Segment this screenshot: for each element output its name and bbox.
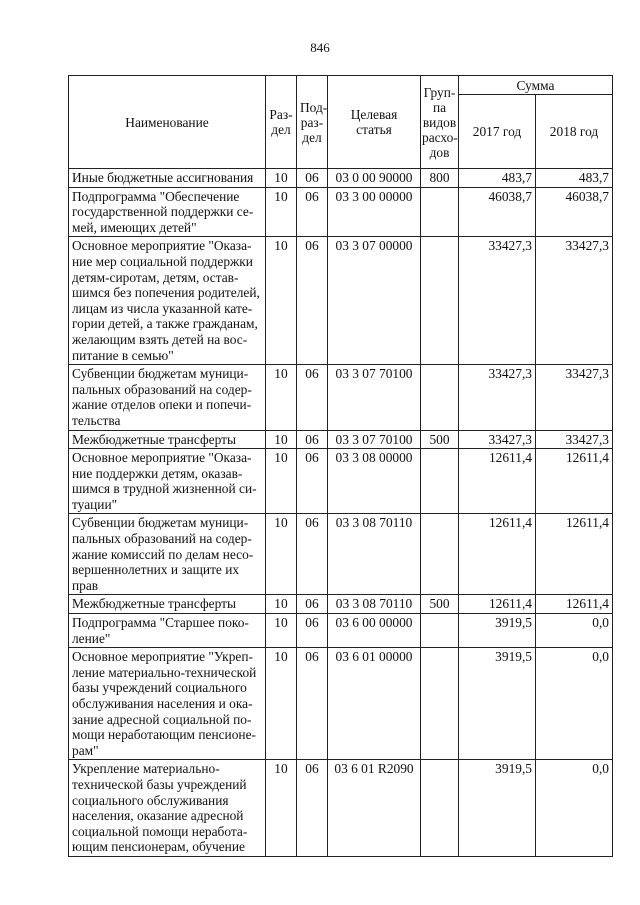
row-expense-group [421, 760, 459, 857]
row-subsection: 06 [297, 514, 328, 595]
table-body [69, 169, 613, 857]
row-target: 03 3 08 70110 [328, 595, 421, 614]
header-section: Раз- дел [266, 76, 297, 169]
table-row [69, 430, 613, 449]
row-target: 03 3 07 70100 [328, 430, 421, 449]
row-target: 03 6 00 00000 [328, 614, 421, 648]
row-value-2018: 12611,4 [536, 514, 613, 595]
table-row [69, 514, 613, 595]
row-value-2017: 3919,5 [459, 648, 536, 760]
row-value-2017: 33427,3 [459, 365, 536, 430]
row-section: 10 [266, 365, 297, 430]
row-subsection: 06 [297, 169, 328, 188]
row-target: 03 3 07 00000 [328, 237, 421, 365]
row-subsection: 06 [297, 760, 328, 857]
row-target: 03 3 00 00000 [328, 187, 421, 237]
row-section: 10 [266, 187, 297, 237]
row-subsection: 06 [297, 365, 328, 430]
row-value-2017: 46038,7 [459, 187, 536, 237]
row-value-2018: 12611,4 [536, 449, 613, 514]
table-row [69, 169, 613, 188]
row-value-2018: 33427,3 [536, 430, 613, 449]
header-subsection: Под- раз- дел [297, 76, 328, 169]
header-row [69, 76, 613, 95]
row-value-2018: 12611,4 [536, 595, 613, 614]
row-value-2018: 0,0 [536, 760, 613, 857]
row-value-2017: 12611,4 [459, 514, 536, 595]
row-value-2018: 33427,3 [536, 365, 613, 430]
row-value-2017: 3919,5 [459, 614, 536, 648]
row-name: Межбюджетные трансферты [69, 595, 266, 614]
row-section: 10 [266, 449, 297, 514]
row-section: 10 [266, 595, 297, 614]
row-name: Иные бюджетные ассигнования [69, 169, 266, 188]
row-value-2018: 0,0 [536, 648, 613, 760]
row-value-2018: 33427,3 [536, 237, 613, 365]
row-name: Субвенции бюджетам муници- пальных образований на содер- жание комиссий по делам несо- вершеннолетних и защите их прав [69, 514, 266, 595]
budget-table [68, 75, 613, 857]
row-target: 03 6 01 00000 [328, 648, 421, 760]
row-subsection: 06 [297, 430, 328, 449]
row-expense-group [421, 365, 459, 430]
row-target: 03 3 07 70100 [328, 365, 421, 430]
table-row [69, 237, 613, 365]
page-number: 846 [310, 40, 330, 55]
header-year-2018: 2018 год [536, 95, 613, 169]
table-row [69, 449, 613, 514]
row-value-2017: 12611,4 [459, 595, 536, 614]
row-section: 10 [266, 430, 297, 449]
row-expense-group: 800 [421, 169, 459, 188]
row-value-2017: 12611,4 [459, 449, 536, 514]
row-value-2017: 33427,3 [459, 237, 536, 365]
row-section: 10 [266, 169, 297, 188]
row-section: 10 [266, 760, 297, 857]
row-expense-group: 500 [421, 595, 459, 614]
row-expense-group [421, 237, 459, 365]
row-section: 10 [266, 614, 297, 648]
row-subsection: 06 [297, 449, 328, 514]
row-value-2018: 483,7 [536, 169, 613, 188]
row-target: 03 6 01 R2090 [328, 760, 421, 857]
table-row [69, 187, 613, 237]
header-sum: Сумма [459, 76, 613, 95]
header-expense-group: Груп- па видов расхо- дов [421, 76, 459, 169]
row-expense-group [421, 614, 459, 648]
row-subsection: 06 [297, 187, 328, 237]
row-value-2017: 33427,3 [459, 430, 536, 449]
row-value-2018: 46038,7 [536, 187, 613, 237]
row-expense-group [421, 514, 459, 595]
row-name: Подпрограмма "Старшее поко- ление" [69, 614, 266, 648]
row-target: 03 3 08 00000 [328, 449, 421, 514]
table-row [69, 648, 613, 760]
row-section: 10 [266, 237, 297, 365]
row-expense-group [421, 449, 459, 514]
table-row [69, 595, 613, 614]
row-expense-group: 500 [421, 430, 459, 449]
row-name: Субвенции бюджетам муници- пальных образований на содер- жание отделов опеки и попечи- тельства [69, 365, 266, 430]
row-name: Подпрограмма "Обеспечение государственной поддержки се- мей, имеющих детей" [69, 187, 266, 237]
row-subsection: 06 [297, 614, 328, 648]
row-name: Межбюджетные трансферты [69, 430, 266, 449]
table-row [69, 614, 613, 648]
row-subsection: 06 [297, 648, 328, 760]
row-expense-group [421, 187, 459, 237]
table-row [69, 365, 613, 430]
table-row [69, 760, 613, 857]
row-name: Основное мероприятие "Укреп- ление материально-технической базы учреждений социального обслуживания населения и ока- зание адресной социальной по- мощи неработающим пенсионе- рам" [69, 648, 266, 760]
header-target: Целевая статья [328, 76, 421, 169]
row-name: Основное мероприятие "Оказа- ние поддержки детям, оказав- шимся в трудной жизненной си- туации" [69, 449, 266, 514]
header-name: Наименование [69, 76, 266, 169]
row-expense-group [421, 648, 459, 760]
row-subsection: 06 [297, 237, 328, 365]
header-year-2017: 2017 год [459, 95, 536, 169]
row-name: Укрепление материально- технической базы учреждений социального обслуживания населения, оказание адресной социальной помощи неработа- ющим пенсионерам, обучение [69, 760, 266, 857]
row-value-2017: 3919,5 [459, 760, 536, 857]
row-section: 10 [266, 648, 297, 760]
row-target: 03 0 00 90000 [328, 169, 421, 188]
row-target: 03 3 08 70110 [328, 514, 421, 595]
row-name: Основное мероприятие "Оказа- ние мер социальной поддержки детям-сиротам, детям, остав- шимся без попечения родителей, лицам из числа указанной кате- гории детей, а также гражданам, желающим взять детей на вос- питание в семью" [69, 237, 266, 365]
row-section: 10 [266, 514, 297, 595]
row-value-2018: 0,0 [536, 614, 613, 648]
row-value-2017: 483,7 [459, 169, 536, 188]
row-subsection: 06 [297, 595, 328, 614]
